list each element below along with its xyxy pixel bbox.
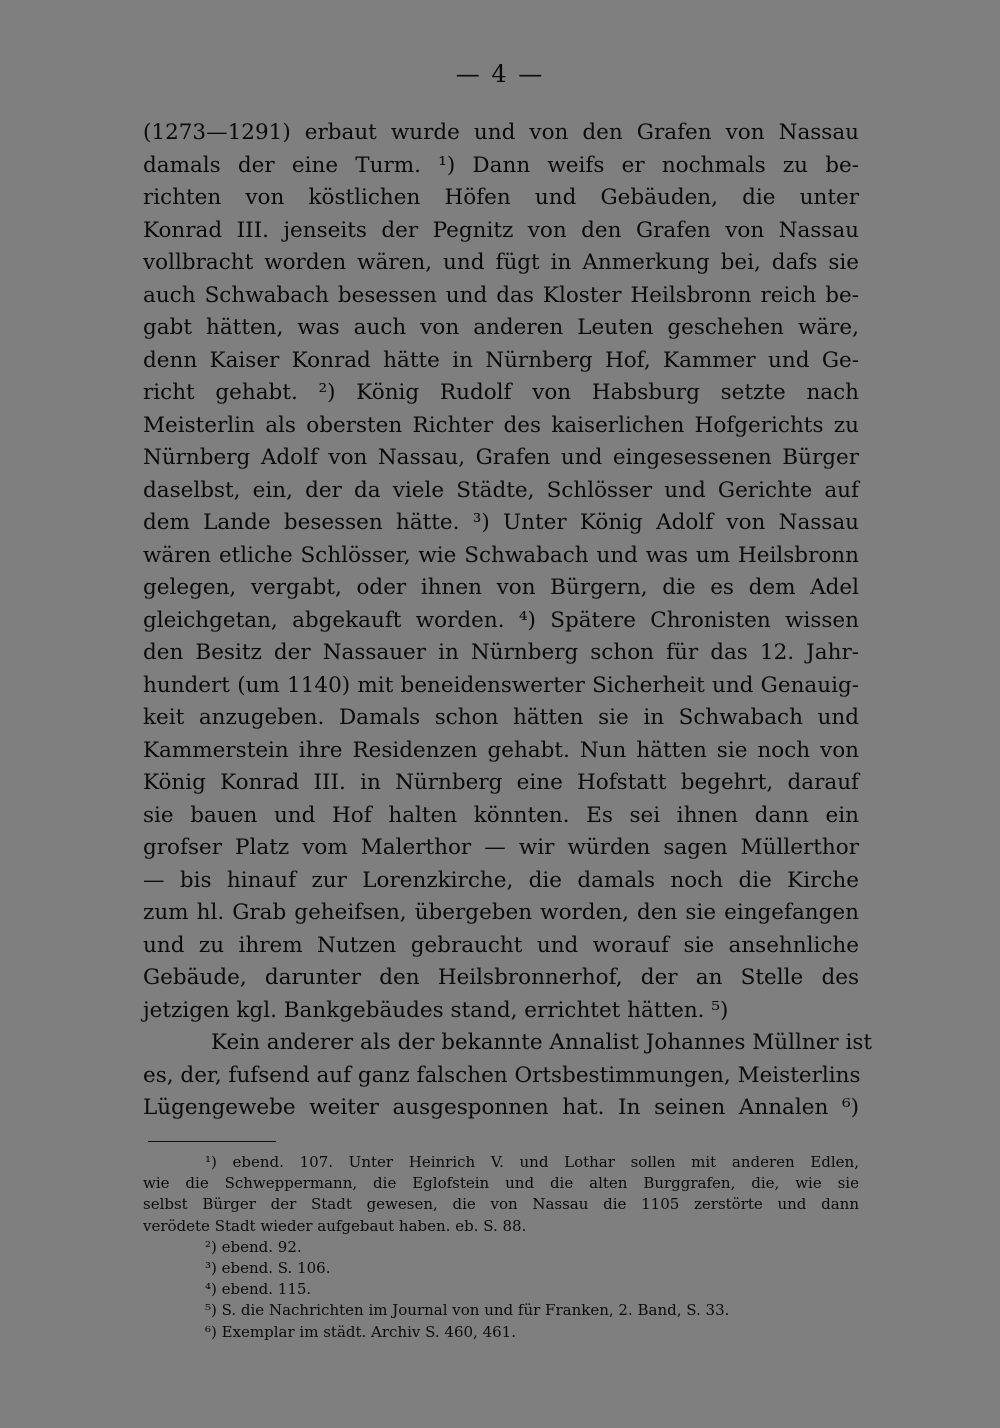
- body-line: Konrad III. jenseits der Pegnitz von den Grafen von Nassau: [143, 217, 859, 243]
- body-line: Meisterlin als obersten Richter des kaiserlichen Hofgerichts zu: [143, 412, 859, 438]
- body-line: richt gehabt. ²) König Rudolf von Habsburg setzte nach: [143, 380, 859, 405]
- page-number: — 4 —: [455, 60, 545, 88]
- footnote-line: ⁶) Exemplar im städt. Archiv S. 460, 461.: [205, 1322, 516, 1341]
- footnote-4: [143, 1279, 859, 1300]
- body-line: und zu ihrem Nutzen gebraucht und worauf sie ansehnliche: [143, 932, 859, 958]
- footnote-6: [143, 1322, 859, 1343]
- body-line: Lügengewebe weiter ausgesponnen hat. In seinen Annalen ⁶): [143, 1095, 859, 1120]
- footnote-1: [143, 1152, 859, 1237]
- footnote-2: [143, 1237, 859, 1258]
- body-line: es, der, fufsend auf ganz falschen Ortsbestimmungen, Meisterlins: [143, 1062, 861, 1088]
- body-line: daselbst, ein, der da viele Städte, Schlösser und Gerichte auf: [143, 477, 859, 503]
- footnote-divider: [148, 1141, 276, 1142]
- footnote-line: ⁵) S. die Nachrichten im Journal von und für Franken, 2. Band, S. 33.: [205, 1301, 730, 1320]
- footnote-line: ²) ebend. 92.: [205, 1237, 302, 1256]
- body-line: Kein anderer als der bekannte Annalist Johannes Müllner ist: [211, 1030, 873, 1055]
- footnote-line: wie die Schweppermann, die Eglofstein und die alten Burggrafen, die, wie sie: [143, 1174, 859, 1193]
- body-line: (1273—1291) erbaut wurde und von den Grafen von Nassau: [143, 120, 859, 145]
- body-line: keit anzugeben. Damals schon hätten sie in Schwabach und: [143, 705, 859, 730]
- footnotes: [143, 1152, 859, 1343]
- body-line: gabt hätten, was auch von anderen Leuten geschehen wäre,: [143, 315, 859, 340]
- body-line: den Besitz der Nassauer in Nürnberg schon für das 12. Jahr-: [143, 640, 859, 665]
- footnote-line: ⁴) ebend. 115.: [205, 1280, 312, 1299]
- body-line: denn Kaiser Konrad hätte in Nürnberg Hof, Kammer und Ge-: [143, 347, 859, 373]
- body-line: König Konrad III. in Nürnberg eine Hofstatt begehrt, darauf: [143, 770, 859, 795]
- footnote-5: [143, 1300, 859, 1321]
- body-line: Kammerstein ihre Residenzen gehabt. Nun hätten sie noch von: [143, 737, 859, 763]
- body-line: — bis hinauf zur Lorenzkirche, die damals noch die Kirche: [143, 867, 859, 893]
- body-line: Nürnberg Adolf von Nassau, Grafen und eingesessenen Bürger: [143, 445, 859, 470]
- body-line: Gebäude, darunter den Heilsbronnerhof, der an Stelle des: [143, 965, 859, 990]
- body-line: damals der eine Turm. ¹) Dann weifs er nochmals zu be-: [143, 152, 859, 178]
- body-line: jetzigen kgl. Bankgebäudes stand, errichtet hätten. ⁵): [143, 997, 729, 1023]
- body-line: zum hl. Grab geheifsen, übergeben worden, den sie eingefangen: [143, 900, 859, 925]
- footnote-line: verödete Stadt wieder aufgebaut haben. eb. S. 88.: [143, 1216, 527, 1235]
- footnote-line: selbst Bürger der Stadt gewesen, die von Nassau die 1105 zerstörte und dann: [143, 1195, 859, 1214]
- body-text: [143, 117, 873, 1125]
- body-line: dem Lande besessen hätte. ³) Unter König Adolf von Nassau: [143, 510, 859, 535]
- body-line: wären etliche Schlösser, wie Schwabach und was um Heilsbronn: [143, 542, 859, 568]
- body-line: vollbracht worden wären, und fügt in Anmerkung bei, dafs sie: [143, 250, 859, 275]
- body-line: auch Schwabach besessen und das Kloster Heilsbronn reich be-: [143, 282, 859, 308]
- footnote-line: ¹) ebend. 107. Unter Heinrich V. und Lothar sollen mit anderen Edlen,: [205, 1153, 859, 1171]
- body-line: gelegen, vergabt, oder ihnen von Bürgern, die es dem Adel: [143, 575, 859, 600]
- body-line: gleichgetan, abgekauft worden. ⁴) Spätere Chronisten wissen: [143, 607, 859, 633]
- body-line: sie bauen und Hof halten könnten. Es sei ihnen dann ein: [143, 802, 859, 828]
- footnote-3: [143, 1258, 859, 1279]
- body-line: grofser Platz vom Malerthor — wir würden sagen Müllerthor: [143, 835, 859, 860]
- footnote-line: ³) ebend. S. 106.: [205, 1259, 331, 1278]
- body-line: hundert (um 1140) mit beneidenswerter Sicherheit und Genauig-: [143, 672, 859, 698]
- body-line: richten von köstlichen Höfen und Gebäuden, die unter: [143, 185, 859, 210]
